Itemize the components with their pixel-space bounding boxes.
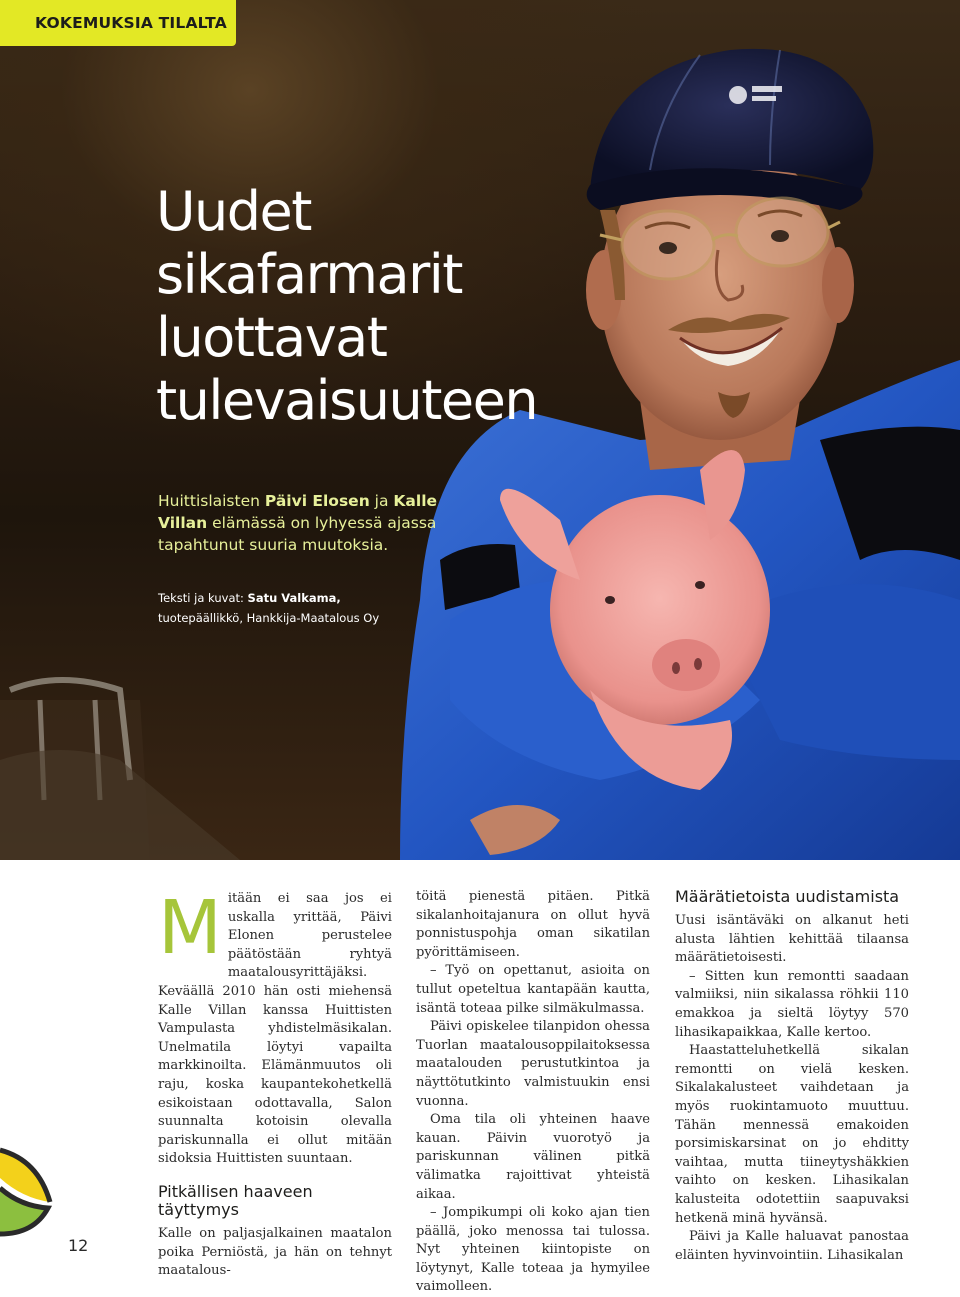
byline-title: tuotepäällikkö, Hankkija-Maatalous Oy: [158, 611, 380, 625]
subheading: Pitkällisen haaveen täyttymys: [158, 1181, 313, 1219]
headline-line: tulevaisuuteen: [156, 369, 538, 432]
headline-line: sikafarmarit: [156, 243, 462, 306]
article-column-2: [416, 888, 650, 1297]
headline-line: Uudet: [156, 180, 311, 243]
byline-prefix: Teksti ja kuvat:: [158, 591, 248, 605]
body-paragraph: – Työ on opettanut, asioita on tullut opeteltua kantapään kautta, isäntä toteaa pilke silmäkulmassa.: [416, 963, 650, 1016]
byline: [158, 588, 458, 628]
lead-paragraph: [158, 490, 458, 556]
body-paragraph: Haastatteluhetkellä sikalan remontti on vielä kesken. Sikalakalusteet vaihdetaan ja myös ruokintamuoto muuttuu. Tähän mennessä emakoiden porsimiskarsinat on jo ehditty vaihtaa, mutta tiineytyshäkkien vaihto on kesken. Lihasikalan kalusteita odotettiin saapuvaksi hetkenä minä hyvänsä.: [675, 1043, 909, 1226]
section-tag: [0, 0, 236, 46]
body-paragraph: Kalle on paljasjalkainen maatalon poika Perniöstä, ja hän on tehnyt maatalous-: [158, 1225, 392, 1279]
article-column-1: [158, 885, 392, 1281]
lead-text: ja: [369, 492, 394, 510]
body-paragraph: – Sitten kun remontti saadaan valmiiksi, niin sikalassa röhkii 110 emakkoa ja sieltä löytyy 570 lihasikapaikkaa, Kalle kertoo.: [675, 968, 909, 1040]
leaf-logo-icon: [0, 1130, 60, 1240]
body-paragraph: Oma tila oli yhteinen haave kauan. Päivin vuorotyö ja pariskunnan välinen pitkä välimatka rajoittivat yhteistä aikaa.: [416, 1112, 650, 1202]
lead-name: Päivi Elosen: [264, 492, 370, 510]
headline: [156, 180, 656, 432]
body-paragraph: töitä pienestä pitäen. Pitkä sikalanhoitajanura on ollut hyvä ponnistuspohja oman sikatilan pyörittämiseen.: [416, 889, 650, 960]
body-paragraph: itään ei saa jos ei uskalla yrittää, Päivi Elonen perustelee päätöstään ryhtyä maatalousyrittäjäksi. Keväällä 2010 hän osti miehensä Kalle Villan kanssa Huittisten Vampulasta yhdistelmäsikalan. Unelmatila löytyi vapailta markkinoilta. Elämänmuutos oli raju, koska kaupantekohetkellä esikoistaan odottavalla, Salon suunnalta kotoisin olevalla pariskunnalla ei ollut mitään sidoksia Huittisten suuntaan.: [158, 891, 392, 1167]
article-column-3: [675, 888, 909, 1265]
lead-name: Kalle Villan: [158, 492, 438, 532]
byline-author: Satu Valkama,: [247, 591, 341, 605]
lead-text: Huittislaisten: [158, 492, 265, 510]
body-paragraph: – Jompikumpi oli koko ajan tien päällä, joko menossa tai tulossa. Nyt yhteinen kiintopiste on löytynyt, Kalle toteaa ja hymyilee vaimolleen.: [416, 1205, 650, 1295]
subheading: Määrätietoista uudistamista: [675, 887, 900, 906]
body-paragraph: Päivi opiskelee tilanpidon ohessa Tuorlan maatalousoppilaitoksessa maatalouden perustutkintoa ja näyttötutkinto valmistuukin ensi vuonna.: [416, 1019, 650, 1109]
lead-text: elämässä on lyhyessä ajassa tapahtunut suuria muutoksia.: [158, 514, 437, 554]
drop-cap: M: [158, 885, 222, 971]
page-number: 12: [68, 1236, 89, 1255]
section-tag-label: KOKEMUKSIA TILALTA: [35, 14, 227, 32]
body-paragraph: Uusi isäntäväki on alkanut heti alusta lähtien kehittää tilaansa määrätietoisesti.: [675, 913, 909, 966]
body-paragraph: Päivi ja Kalle haluavat panostaa eläinten hyvinvointiin. Lihasikalan: [675, 1229, 909, 1263]
headline-line: luottavat: [156, 306, 387, 369]
